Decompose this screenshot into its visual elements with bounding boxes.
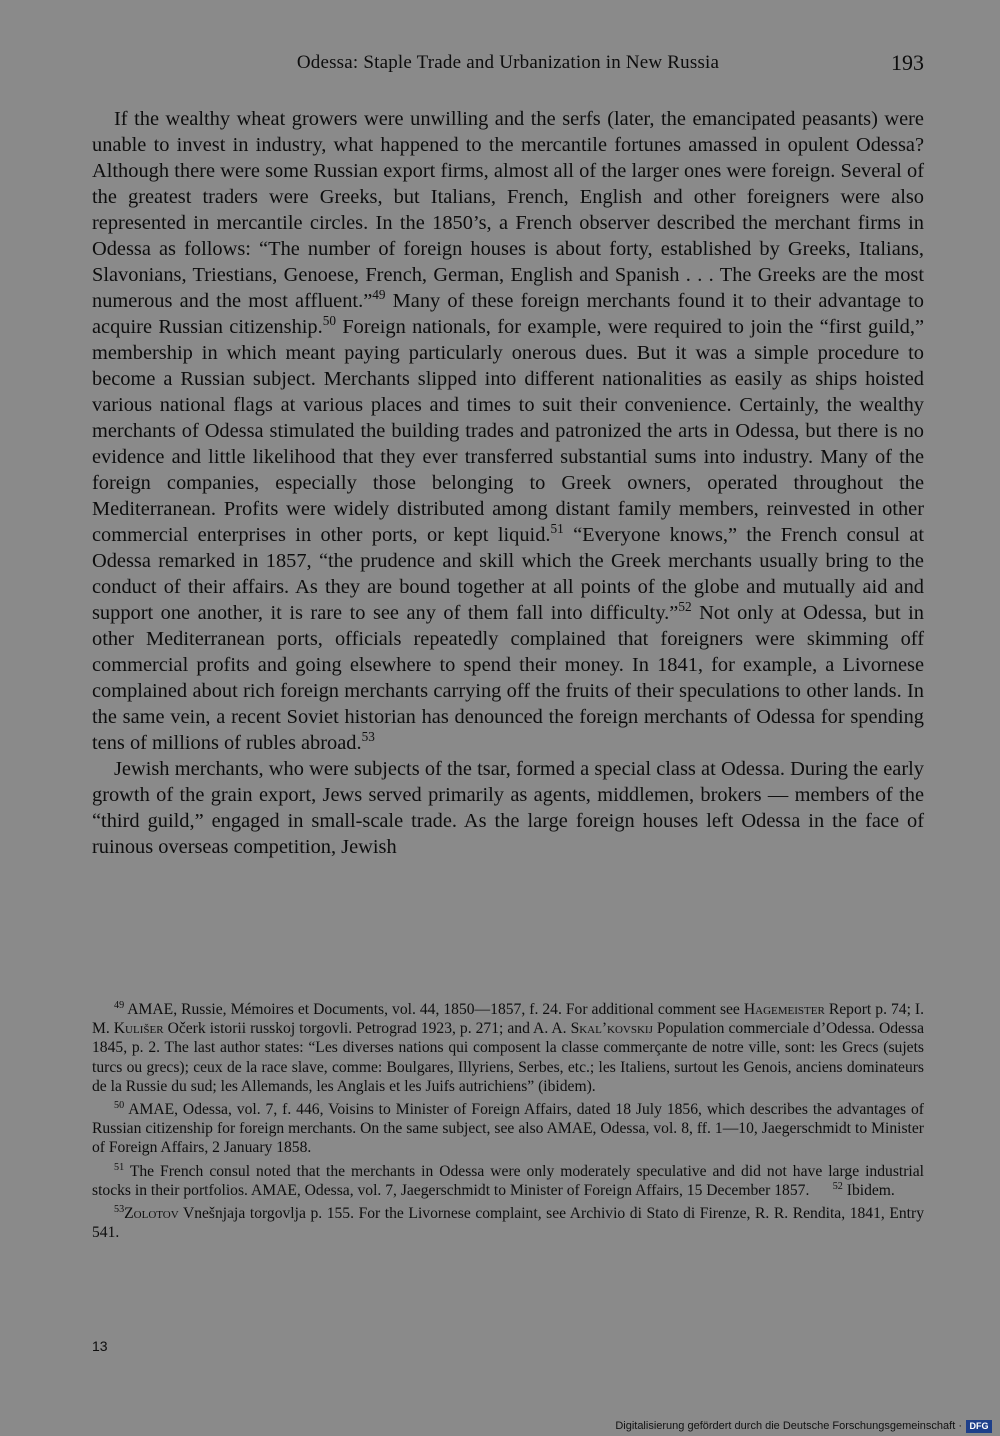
paragraph-1 <box>92 106 924 756</box>
footnotes <box>92 1000 924 1246</box>
footnote-ref-52[interactable]: 52 <box>678 599 692 615</box>
footnote-text: AMAE, Russie, Mémoires et Documents, vol. 44, 1850—1857, f. 24. For additional comment see <box>124 1001 744 1018</box>
footnote-number: 52 <box>832 1180 843 1192</box>
footnote-text: AMAE, Odessa, vol. 7, f. 446, Voisins to Minister of Foreign Affairs, dated 18 July 1856, which describes the advantages of Russian citizenship for foreign merchants. On the same subject, see also AMAE, Odessa, vol. 8, ff. 1—10, Jaegerschmidt to Minister of Foreign Affairs, 2 January 1858. <box>92 1101 924 1157</box>
page-number: 193 <box>891 50 924 75</box>
dfg-logo-icon: DFG <box>966 1420 992 1433</box>
author-name: Zolotov <box>124 1205 179 1223</box>
footnote-53 <box>92 1204 924 1242</box>
footnote-51 <box>92 1162 924 1200</box>
paragraph-text: Jewish merchants, who were subjects of the tsar, formed a special class at Odessa. During the early growth of the grain export, Jews served primarily as agents, middlemen, brokers — members of the “third guild,” engaged in small-scale trade. As the large foreign houses left Odessa in the face of ruinous overseas competition, Jewish <box>92 758 924 858</box>
author-name: Kulišer <box>113 1020 164 1038</box>
footnote-number: 49 <box>114 999 125 1011</box>
digitization-credit <box>615 1418 992 1434</box>
running-head <box>92 52 924 82</box>
footnote-text: Vnešnjaja torgovlja p. 155. For the Livornese complaint, see Archivio di Stato di Firenze, R. R. Rendita, 1841, Entry 541. <box>92 1205 924 1242</box>
body-text <box>92 106 924 860</box>
footnote-ref-53[interactable]: 53 <box>361 729 375 745</box>
credit-text: Digitalisierung gefördert durch die Deutsche Forschungsgemeinschaft · <box>615 1420 962 1432</box>
running-title: Odessa: Staple Trade and Urbanization in New Russia <box>296 52 720 73</box>
paragraph-text: Not only at Odessa, but in other Mediterranean ports, officials repeatedly complained that foreigners were skimming off commercial profits and going elsewhere to spend their money. In 1841, for example, a Livornese complained about rich foreign merchants carrying off the fruits of their speculations to other lands. In the same vein, a recent Soviet historian has denounced the foreign merchants of Odessa for spending tens of millions of rubles abroad. <box>92 602 924 754</box>
paragraph-text: If the wealthy wheat growers were unwilling and the serfs (later, the emancipated peasants) were unable to invest in industry, what happened to the mercantile fortunes amassed in opulent Odessa? Although there were some Russian export firms, almost all of the larger ones were foreign. Several of the greatest traders were Greeks, but Italians, French, English and other foreigners were also represented in mercantile circles. In the 1850’s, a French observer described the merchant firms in Odessa as follows: “The number of foreign houses is about forty, established by Greeks, Italians, Slavonians, Triestians, Genoese, French, German, English and Spanish . . . The Greeks are the most numerous and the most affluent.” <box>92 108 924 312</box>
footnote-number: 51 <box>114 1161 125 1173</box>
footnote-number: 50 <box>114 1099 125 1111</box>
footnote-text: Očerk istorii russkoj torgovli. Petrograd 1923, p. 271; and A. A. <box>163 1020 571 1038</box>
author-name: Skal’kovskij <box>570 1020 653 1038</box>
paragraph-2 <box>92 756 924 860</box>
footnote-text: Ibidem. <box>842 1181 895 1199</box>
footnote-ref-50[interactable]: 50 <box>322 313 336 329</box>
paragraph-text: “Everyone knows,” the French consul at Odessa remarked in 1857, “the prudence and skill which the Greek merchants usually bring to the conduct of their affairs. As they are bound together at all points of the globe and mutually aid and support one another, it is rare to see any of them fall into difficulty.” <box>92 524 924 624</box>
footnote-ref-49[interactable]: 49 <box>372 287 386 303</box>
footnote-text: The French consul noted that the merchants in Odessa were only moderately speculative and did not have large industrial stocks in their portfolios. AMAE, Odessa, vol. 7, Jaegerschmidt to Minister of Foreign Affairs, 15 December 1857. <box>92 1162 924 1199</box>
footnote-number: 53 <box>114 1203 125 1215</box>
footnote-text: Population commerciale d’Odessa. Odessa 1845, p. 2. The last author states: “Les diverses nations qui composent la classe commerçante de notre ville, sont: les Grecs (sujets turcs ou grecs); ceux de la race slave, comme: Boulgares, Illyriens, Serbes, etc.; les Italiens, surtout les Genois, anciens dominateurs de la Russie du sud; les Allemands, les Anglais et les Juifs autrichiens” (ibidem). <box>92 1020 925 1095</box>
footnote-text: Report p. 74; I. M. <box>92 1001 925 1038</box>
footnote-ref-51[interactable]: 51 <box>550 521 564 537</box>
signature-mark: 13 <box>92 1338 108 1354</box>
paragraph-text: Many of these foreign merchants found it to their advantage to acquire Russian citizenship. <box>92 290 925 338</box>
footnote-49 <box>92 1000 924 1096</box>
author-name: Hagemeister <box>743 1001 825 1018</box>
paragraph-text: Foreign nationals, for example, were required to join the “first guild,” membership in which meant paying particularly onerous dues. But it was a simple procedure to become a Russian subject. Merchants slipped into different nationalities as easily as ships hoisted various national flags at various places and times to suit their convenience. Certainly, the wealthy merchants of Odessa stimulated the building trades and patronized the arts in Odessa, but there is no evidence and little likelihood that they ever transferred substantial sums into industry. Many of the foreign companies, especially those belonging to Greek owners, operated throughout the Mediterranean. Profits were widely distributed among distant family members, reinvested in other commercial enterprises in other ports, or kept liquid. <box>92 316 925 546</box>
footnote-50 <box>92 1100 924 1158</box>
